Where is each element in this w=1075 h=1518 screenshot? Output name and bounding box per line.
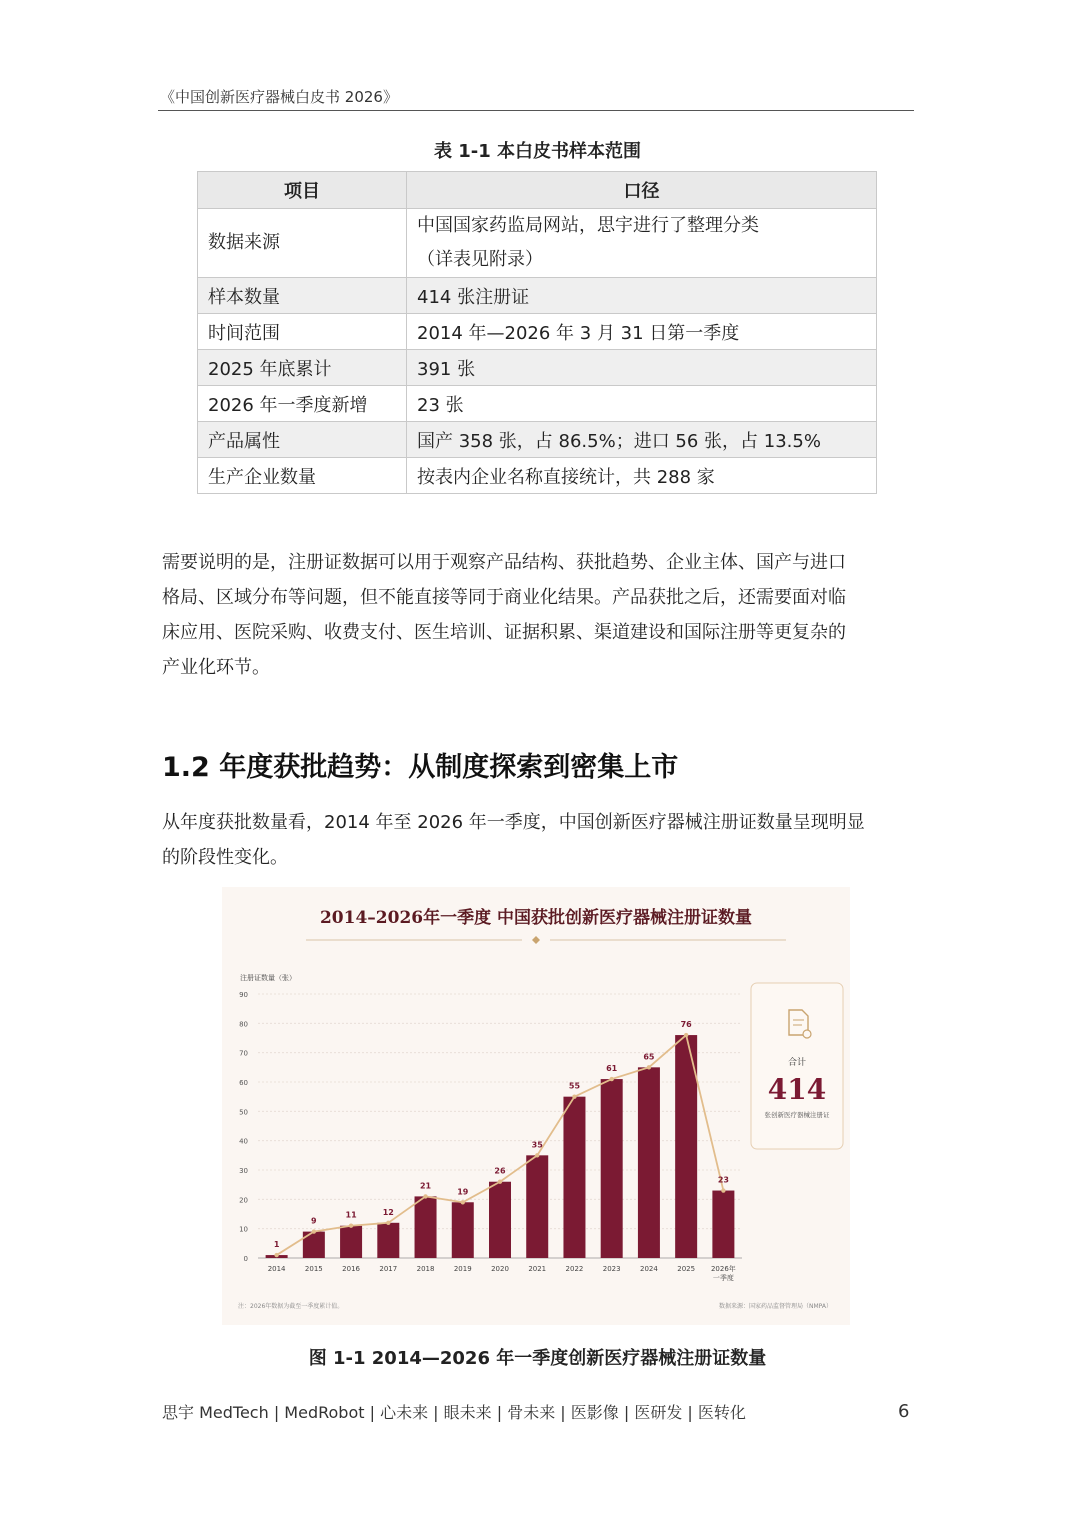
running-header: 《中国创新医疗器械白皮书 2026》 — [160, 88, 398, 106]
trend-point — [423, 1194, 427, 1198]
table-row — [198, 278, 877, 314]
data-label: 12 — [382, 1207, 394, 1217]
table-cell-item: 产品属性 — [198, 422, 407, 458]
y-tick-label: 30 — [239, 1167, 248, 1175]
table-cell-value: 414 张注册证 — [407, 278, 877, 314]
y-tick-label: 50 — [239, 1108, 248, 1117]
table-row — [198, 314, 877, 350]
paragraph-line: 床应用、医院采购、收费支付、医生培训、证据积累、渠道建设和国际注册等更复杂的 — [162, 622, 846, 643]
bar — [489, 1182, 511, 1258]
data-label: 65 — [643, 1052, 655, 1062]
bar — [526, 1155, 548, 1258]
x-tick-label: 2020 — [491, 1265, 509, 1273]
data-label: 9 — [311, 1216, 317, 1226]
table-header-row — [198, 172, 877, 209]
table-cell-item: 数据来源 — [198, 209, 407, 278]
header-divider — [158, 110, 914, 111]
data-label: 23 — [717, 1175, 729, 1185]
footer-brands: 思宇 MedTech | MedRobot | 心未来 | 眼未来 | 骨未来 | 医影像 | 医研发 | 医转化 — [162, 1403, 746, 1422]
data-label: 1 — [273, 1240, 280, 1250]
trend-point — [274, 1253, 278, 1257]
table-cell-value: 2014 年—2026 年 3 月 31 日第一季度 — [407, 314, 877, 350]
data-label: 76 — [680, 1020, 692, 1030]
table-row — [198, 350, 877, 386]
certificate-seal-icon — [803, 1030, 811, 1038]
bar — [340, 1226, 362, 1258]
y-axis-label: 注册证数量（张） — [240, 974, 296, 982]
table-cell-value: 23 张 — [407, 386, 877, 422]
total-label: 合计 — [787, 1058, 807, 1068]
table-cell-item: 2026 年一季度新增 — [198, 386, 407, 422]
bar — [415, 1196, 437, 1258]
y-tick-label: 40 — [239, 1137, 248, 1146]
chart-figure — [222, 887, 850, 1325]
x-tick-label: 2022 — [565, 1265, 584, 1273]
trend-point — [572, 1094, 576, 1098]
chart-title: 2014–2026年一季度 中国获批创新医疗器械注册证数量 — [319, 908, 753, 928]
y-tick-label: 10 — [239, 1225, 248, 1234]
title-diamond-icon — [532, 936, 540, 944]
paragraph-line: 产业化环节。 — [162, 657, 270, 678]
x-tick-label: 2021 — [528, 1265, 547, 1273]
trend-point — [684, 1033, 688, 1037]
paragraph-line: 的阶段性变化。 — [162, 847, 288, 868]
table-cell-value: 按表内企业名称直接统计，共 288 家 — [407, 458, 877, 494]
total-value: 414 — [767, 1073, 827, 1106]
data-label: 11 — [345, 1210, 357, 1220]
paragraph-line: 格局、区域分布等问题，但不能直接等同于商业化结果。产品获批之后，还需要面对临 — [162, 587, 846, 608]
trend-point — [312, 1229, 316, 1233]
x-tick-label: 2025 — [677, 1265, 696, 1273]
bar — [601, 1079, 623, 1258]
x-tick-label: 2014 — [267, 1265, 286, 1273]
x-tick-label: 2015 — [304, 1265, 323, 1273]
trend-point — [609, 1077, 613, 1081]
trend-point — [498, 1180, 502, 1184]
table-header-scope: 口径 — [407, 172, 877, 209]
bar-chart — [222, 887, 850, 1325]
chart-source: 数据来源：国家药品监督管理局（NMPA） — [718, 1303, 832, 1310]
x-tick-label: 2026年 — [710, 1265, 736, 1273]
x-tick-label: 2023 — [602, 1265, 621, 1273]
y-tick-label: 0 — [243, 1255, 248, 1263]
paragraph-line: 从年度获批数量看，2014 年至 2026 年一季度，中国创新医疗器械注册证数量呈现明显 — [162, 812, 865, 833]
table-row — [198, 386, 877, 422]
data-label: 35 — [531, 1140, 543, 1150]
table-cell-value: 391 张 — [407, 350, 877, 386]
y-tick-label: 70 — [239, 1049, 248, 1058]
body-paragraph — [162, 805, 912, 875]
section-heading: 1.2 年度获批趋势：从制度探索到密集上市 — [162, 752, 679, 783]
table-cell-item: 生产企业数量 — [198, 458, 407, 494]
y-tick-label: 20 — [239, 1196, 248, 1205]
data-label: 21 — [419, 1181, 432, 1191]
data-label: 55 — [568, 1081, 581, 1091]
trend-point — [461, 1200, 465, 1204]
table-cell-item: 样本数量 — [198, 278, 407, 314]
table-header-item: 项目 — [198, 172, 407, 209]
bar — [563, 1097, 585, 1258]
x-tick-label: 2018 — [416, 1265, 435, 1273]
x-tick-label: 2019 — [453, 1265, 472, 1273]
data-label: 19 — [457, 1187, 469, 1197]
chart-note: 注：2026年数据为截至一季度累计值。 — [238, 1303, 344, 1310]
x-tick-label: 一季度 — [712, 1274, 734, 1282]
trend-point — [349, 1224, 353, 1228]
table-cell-value: 国产 358 张，占 86.5%；进口 56 张，占 13.5% — [407, 422, 877, 458]
table-cell-value-line: 中国国家药监局网站，思宇进行了整理分类 — [417, 215, 759, 236]
x-tick-label: 2016 — [342, 1265, 360, 1273]
data-label: 61 — [606, 1064, 618, 1074]
y-tick-label: 90 — [239, 991, 248, 999]
sample-scope-table — [197, 171, 877, 494]
figure-caption: 图 1-1 2014—2026 年一季度创新医疗器械注册证数量 — [308, 1348, 767, 1369]
trend-point — [386, 1221, 390, 1225]
table-row — [198, 458, 877, 494]
bar — [452, 1202, 474, 1258]
bar — [638, 1067, 660, 1258]
trend-point — [721, 1188, 725, 1192]
paragraph-line: 需要说明的是，注册证数据可以用于观察产品结构、获批趋势、企业主体、国产与进口 — [162, 552, 846, 573]
table-cell-value-line: （详表见附录） — [417, 249, 543, 270]
total-unit: 张创新医疗器械注册证 — [764, 1111, 830, 1119]
body-paragraph — [162, 545, 912, 685]
table-cell-item: 2025 年底累计 — [198, 350, 407, 386]
table-row — [198, 422, 877, 458]
x-tick-label: 2024 — [640, 1265, 658, 1273]
bar — [712, 1191, 734, 1258]
bar — [377, 1223, 399, 1258]
table-cell-item: 时间范围 — [198, 314, 407, 350]
data-label: 26 — [494, 1166, 506, 1176]
table-cell-value — [407, 209, 877, 278]
table-caption: 表 1-1 本白皮书样本范围 — [433, 141, 642, 162]
trend-point — [535, 1153, 539, 1157]
x-tick-label: 2017 — [379, 1265, 398, 1273]
page-number: 6 — [898, 1401, 910, 1422]
trend-point — [647, 1065, 651, 1069]
y-tick-label: 80 — [239, 1020, 248, 1029]
table-row — [198, 209, 877, 278]
y-tick-label: 60 — [239, 1079, 248, 1087]
